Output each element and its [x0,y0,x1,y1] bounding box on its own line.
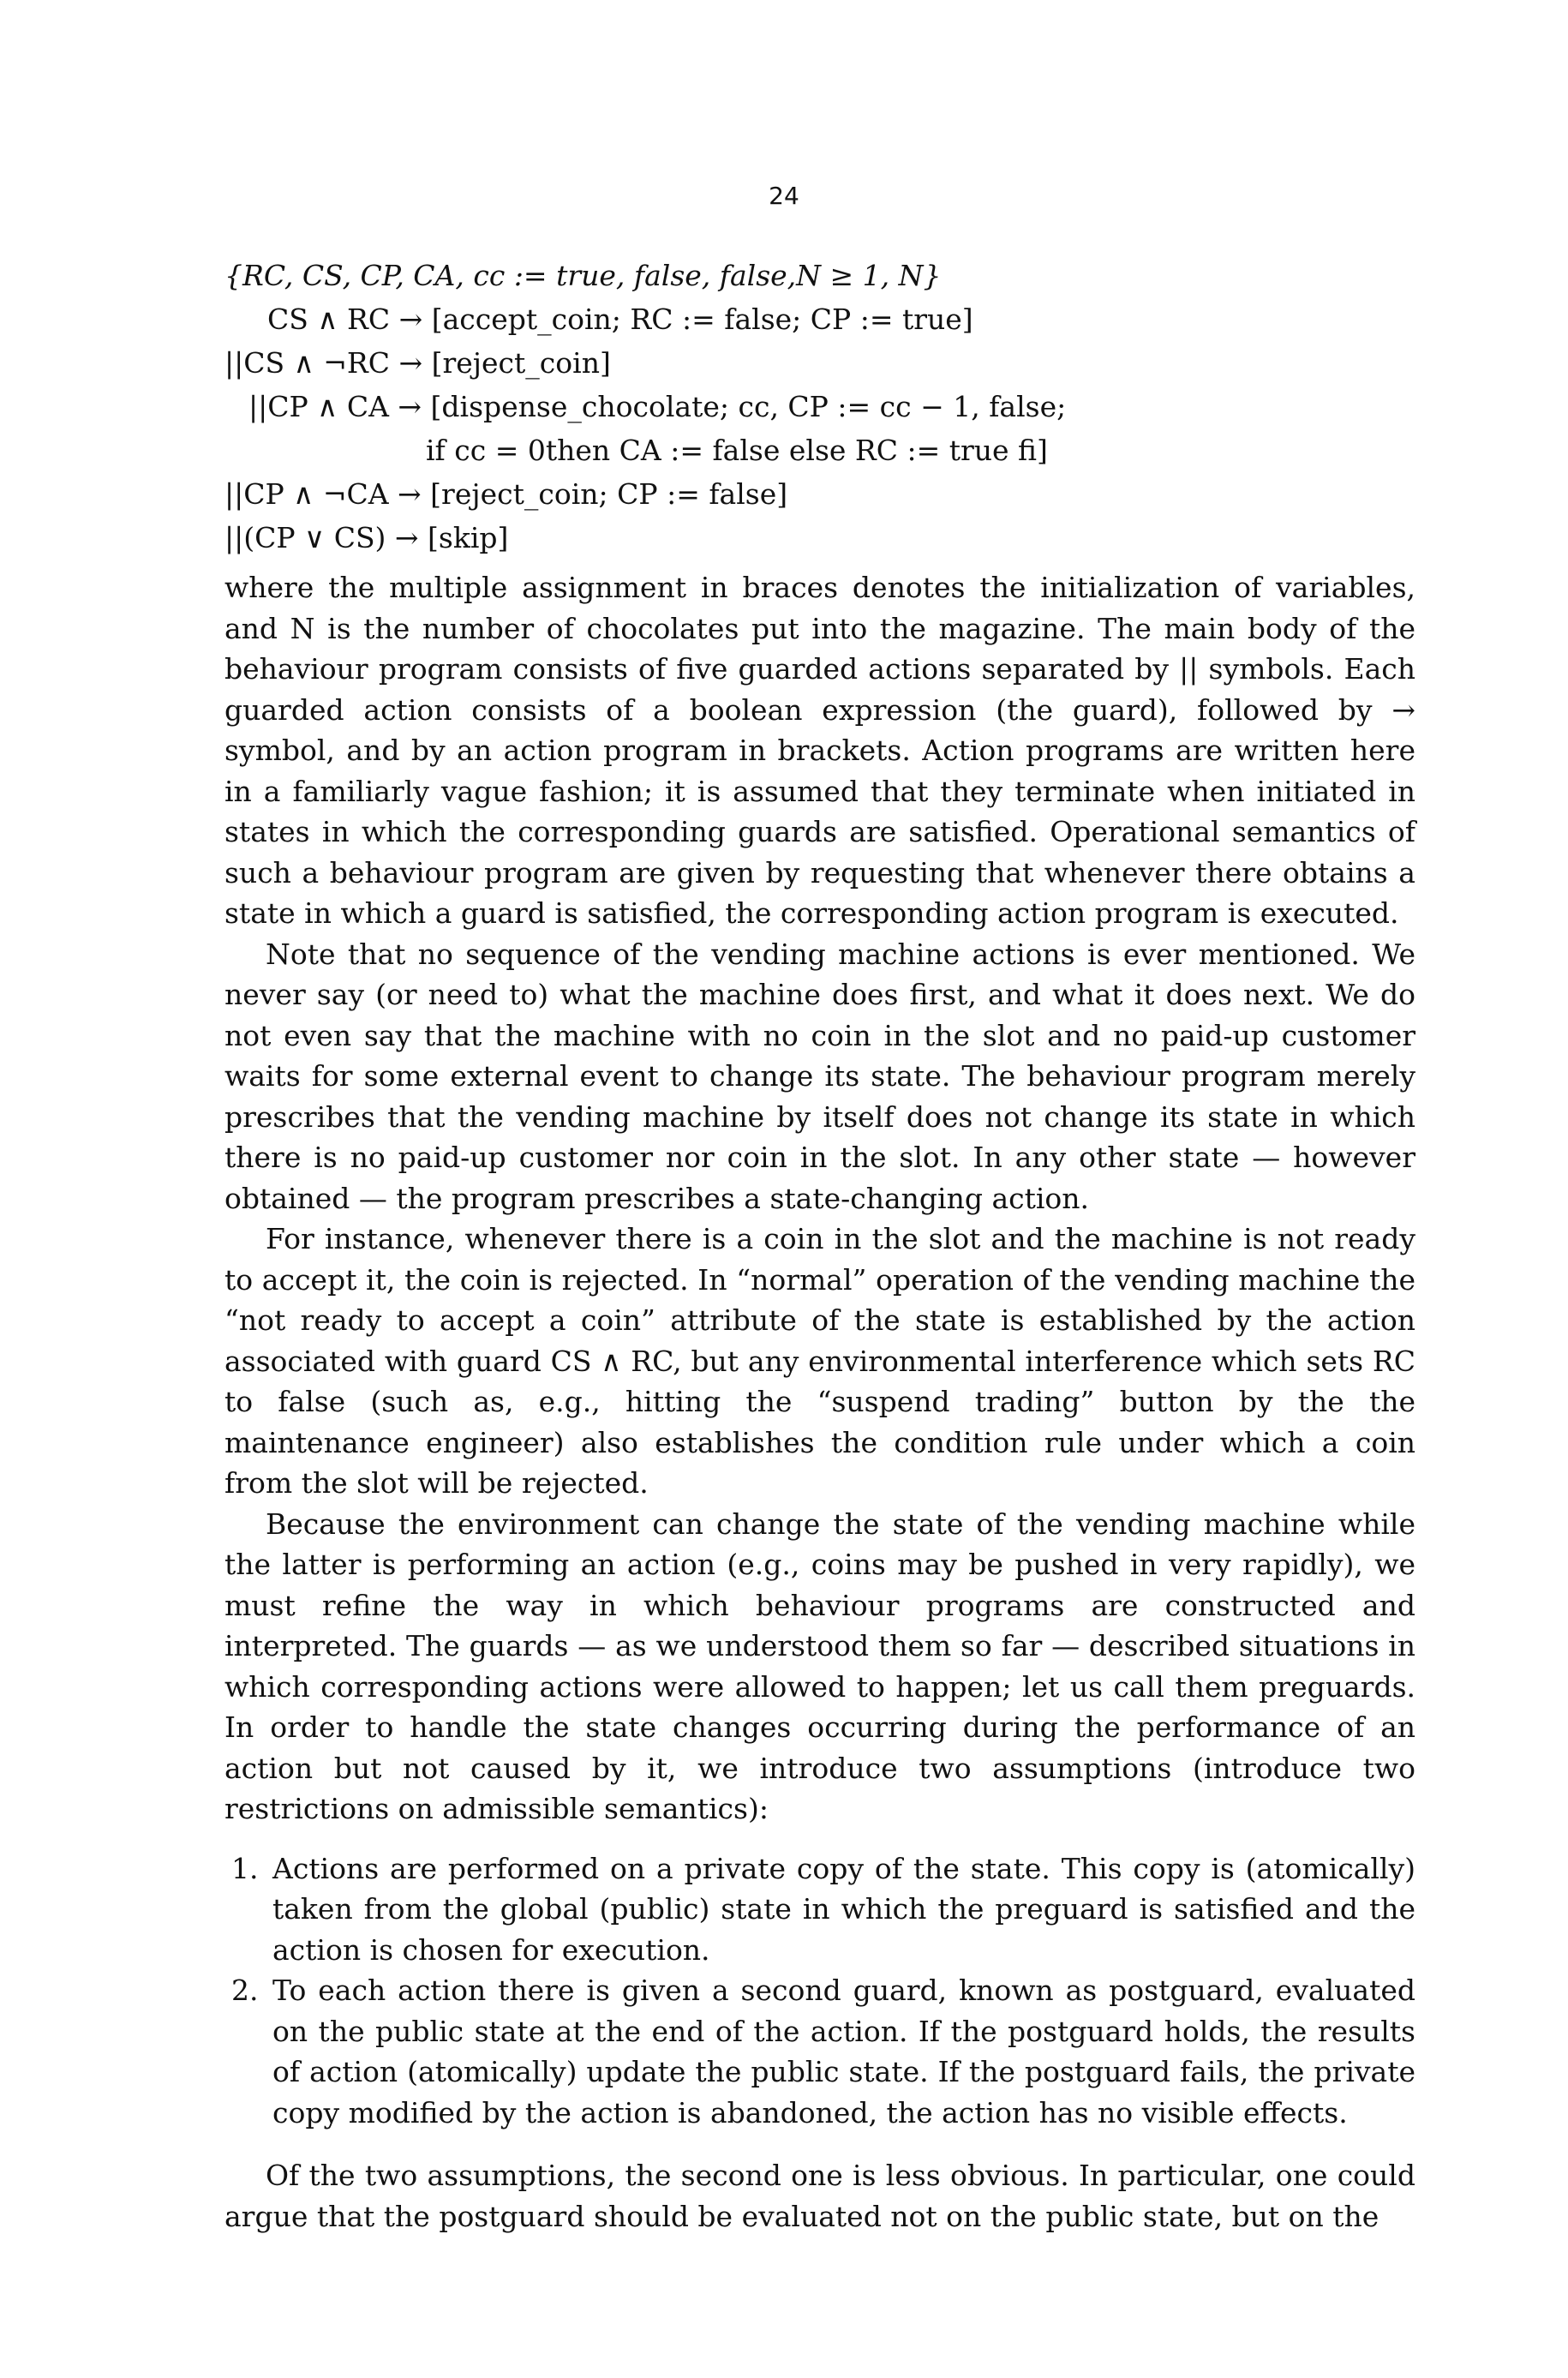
program-line-reject-coin: ||CS ∧ ¬RC → [reject_coin] [224,346,611,380]
assumption-number: 2. [231,1974,259,2007]
program-line-accept-coin: CS ∧ RC → [accept_coin; RC := false; CP := true] [267,302,973,336]
paragraph-environment: Because the environment can change the state of the vending machine while the latter is performing an action (e.g., coins may be pushed in very rapidly), we must refine the way in which behaviour programs are constructed and interpreted. The guards — as we understood them so far — described situations in which corresponding actions were allowed to happen; let us call them preguards. In order to handle the state changes occurring during the performance of an action but not caused by it, we introduce two assumptions (introduce two restrictions on admissible semantics): [224,1506,1415,1825]
paragraph-two-assumptions: Of the two assumptions, the second one is less obvious. In particular, one could argue that the postguard should be evaluated not on the public state, but on the [224,2159,1415,2233]
body-text [224,567,1415,2237]
assumption-item [224,1848,1415,1971]
program-line-reject-empty: ||CP ∧ ¬CA → [reject_coin; CP := false] [224,477,788,511]
program-line-skip: ||(CP ∨ CS) → [skip] [224,521,509,554]
program-line-dispense-continued: if cc = 0then CA := false else RC := true fi] [426,434,1048,467]
paragraph-initialization: where the multiple assignment in braces denotes the initialization of variables, and N is the number of chocolates put into the magazine. The main body of the behaviour program consists of five guarded actions separated by || symbols. Each guarded action consists of a boolean expression (the guard), followed by → symbol, and by an action program in brackets. Action programs are written here in a familiarly vague fashion; it is assumed that they terminate when initiated in states in which the corresponding guards are satisfied. Operational semantics of such a behaviour program are given by requesting that whenever there obtains a state in which a guard is satisfied, the corresponding action program is executed. [224,571,1415,930]
program-initialization: {RC, CS, CP, CA, cc := true, false, false,N ≥ 1, N} [224,259,942,292]
assumption-text: Actions are performed on a private copy of the state. This copy is (atomically) taken from the global (public) state in which the preguard is satisfied and the action is chosen for execution. [272,1851,1415,1967]
assumption-item [224,1970,1415,2133]
assumption-number: 1. [231,1851,259,1885]
assumption-text: To each action there is given a second guard, known as postguard, evaluated on the public state at the end of the action. If the postguard holds, the results of action (atomically) update the public state. If the postguard fails, the private copy modified by the action is abandoned, the action has no visible effects. [272,1974,1415,2129]
assumptions-list [224,1848,1415,2134]
paragraph-no-sequence: Note that no sequence of the vending machine actions is ever mentioned. We never say (or need to) what the machine does first, and what it does next. We do not even say that the machine with no coin in the slot and no paid-up customer waits for some external event to change its state. The behaviour program merely prescribes that the vending machine by itself does not change its state in which there is no paid-up customer nor coin in the slot. In any other state — however obtained — the program prescribes a state-changing action. [224,937,1415,1215]
page-number: 24 [769,182,799,210]
program-line-dispense: ||CP ∧ CA → [dispense_chocolate; cc, CP := cc − 1, false; [248,390,1067,423]
behaviour-program [224,254,1415,560]
paragraph-for-instance: For instance, whenever there is a coin in the slot and the machine is not ready to accept it, the coin is rejected. In “normal” operation of the vending machine the “not ready to accept a coin” attribute of the state is established by the action associated with guard CS ∧ RC, but any environmental interference which sets RC to false (such as, e.g., hitting the “suspend trading” button by the the maintenance engineer) also establishes the condition rule under which a coin from the slot will be rejected. [224,1222,1415,1500]
